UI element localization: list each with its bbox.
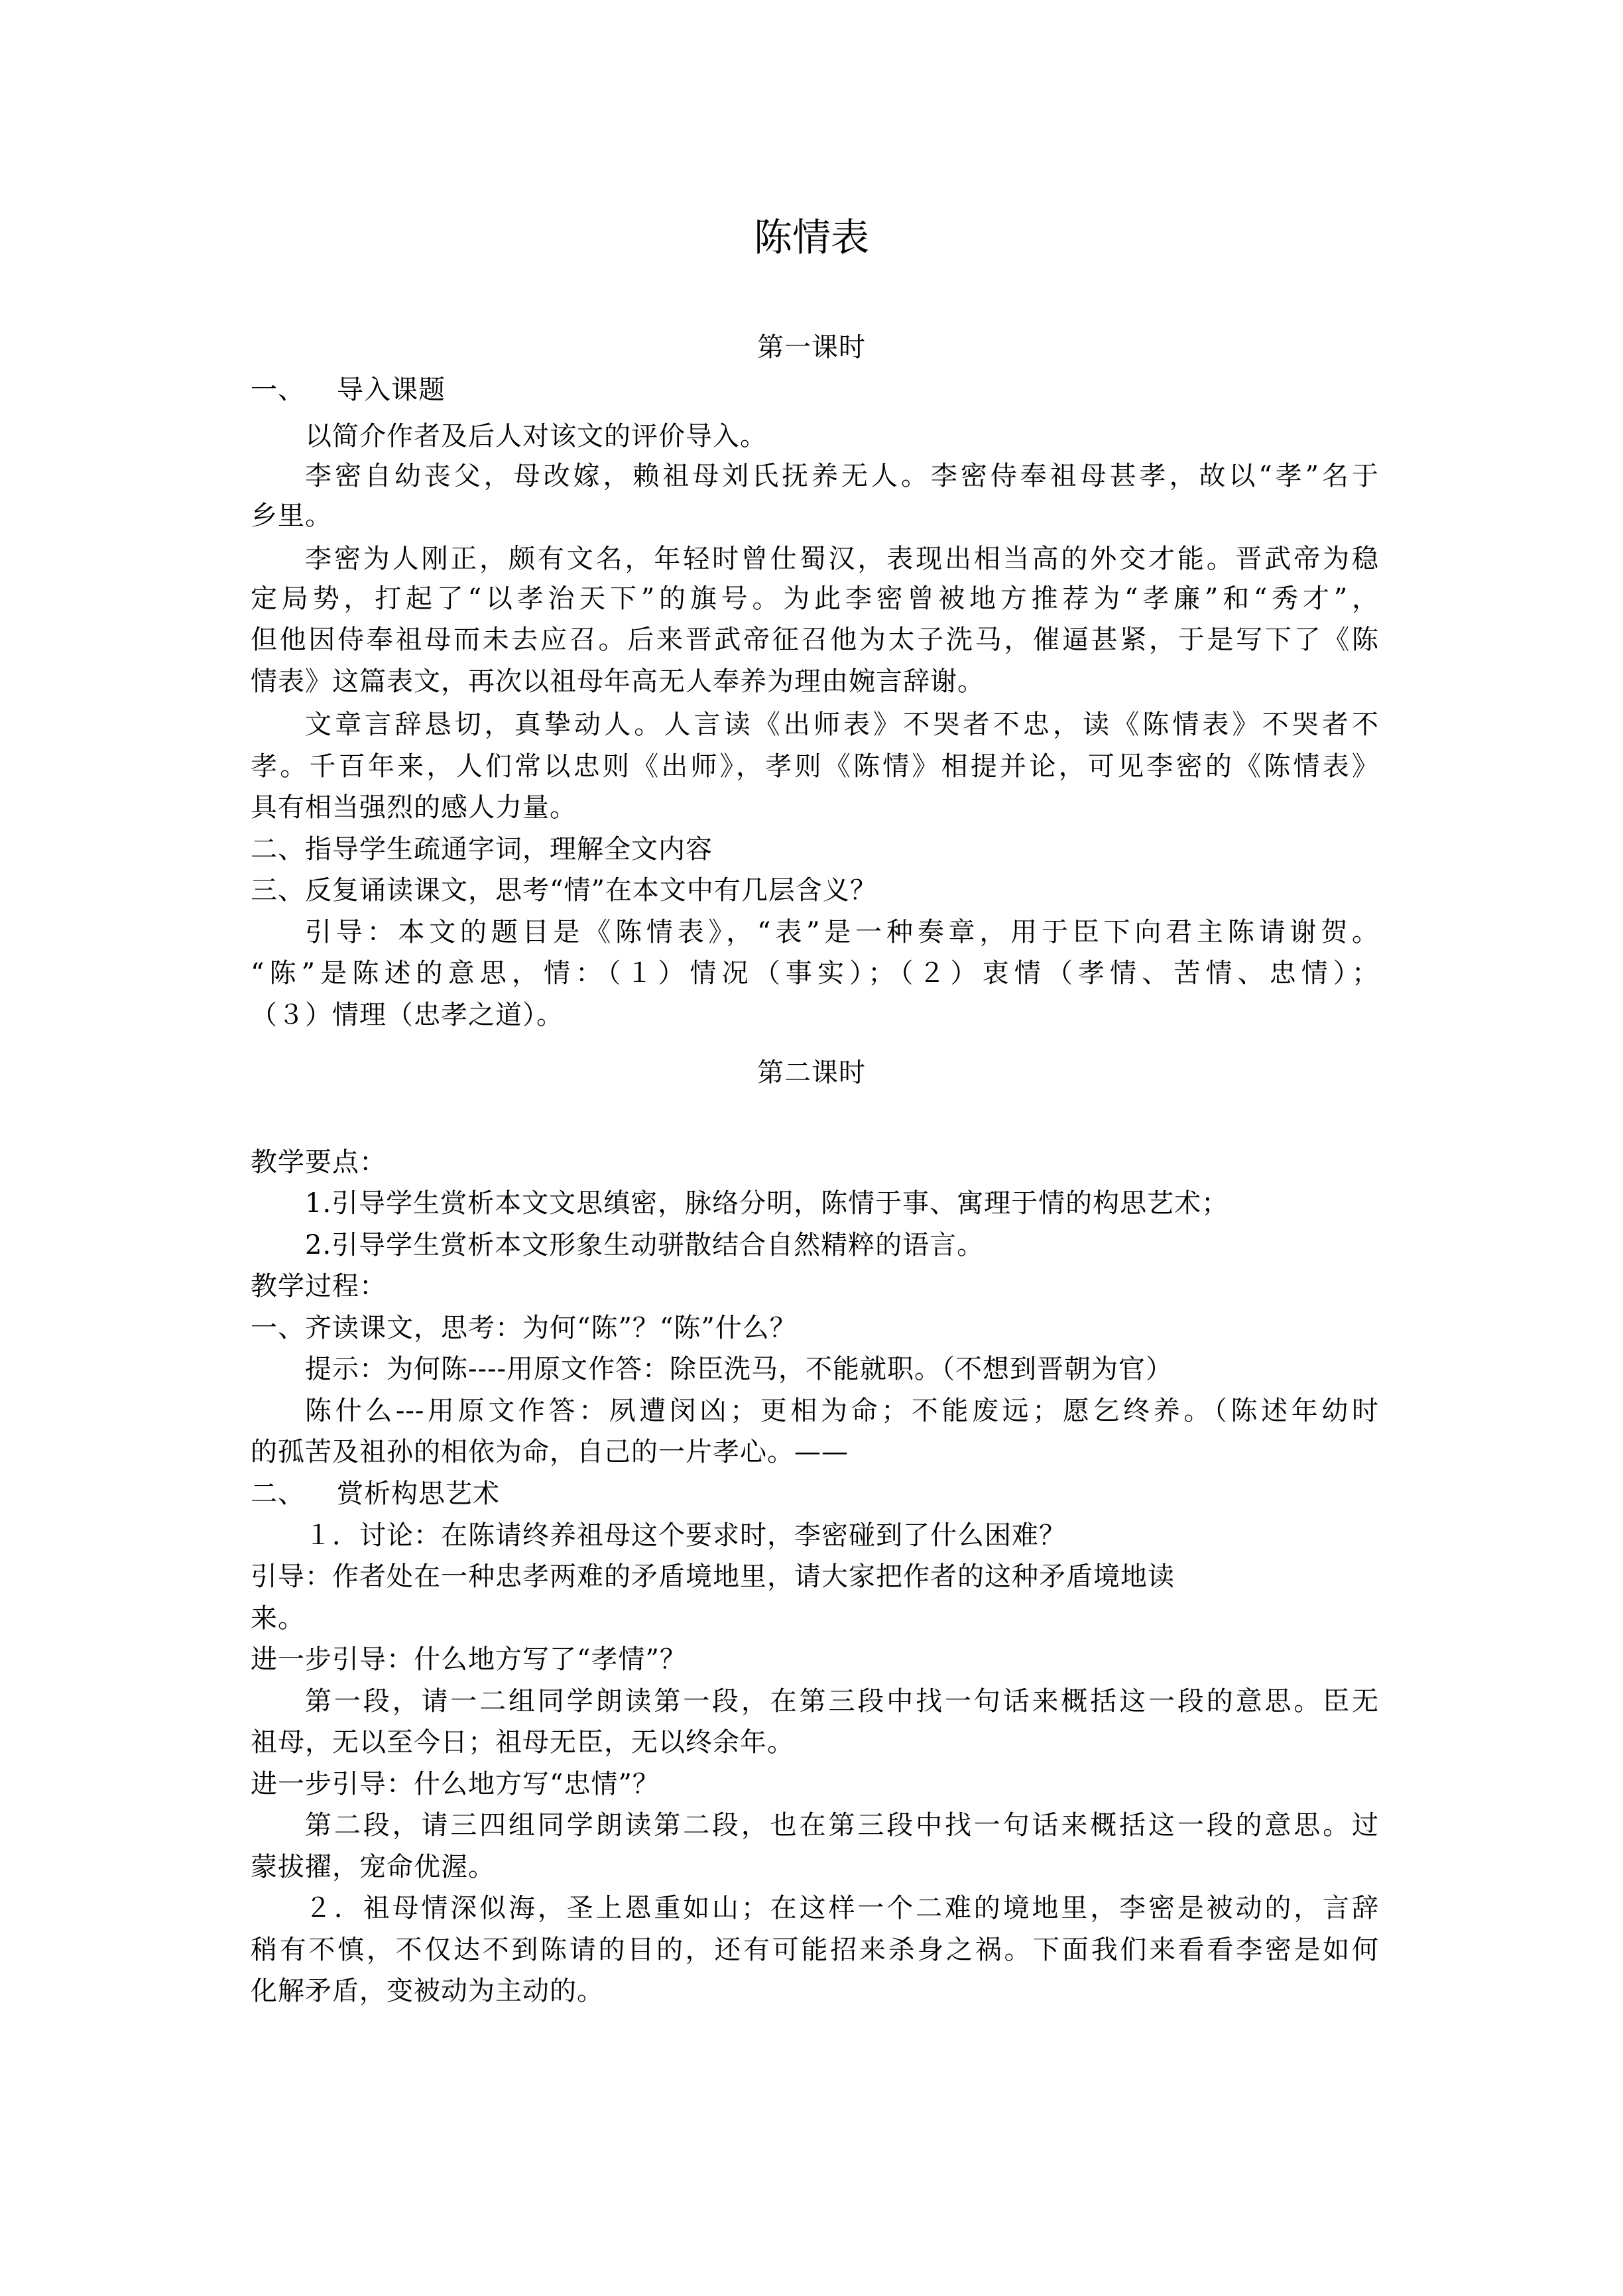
further-guide-2: 进一步引导：什么地方写“忠情”？ bbox=[251, 1769, 660, 1799]
guide-1-continued: 来。 bbox=[251, 1603, 305, 1634]
p1-line2: 乡里。 bbox=[251, 501, 332, 531]
hint-2-line2: 的孤苦及祖孙的相依为命，自己的一片孝心。—— bbox=[251, 1437, 849, 1467]
key-point-2: 2.引导学生赏析本文形象生动骈散结合自然精粹的语言。 bbox=[305, 1230, 985, 1260]
para2-line1: 第二段，请三四组同学朗读第二段，也在第三段中找一句话来概括这一段的意思。过 bbox=[305, 1810, 1379, 1841]
para1-line1: 第一段，请一二组同学朗读第一段，在第三段中找一句话来概括这一段的意思。臣无 bbox=[305, 1686, 1379, 1717]
section3-heading: 三、反复诵读课文，思考“情”在本文中有几层含义？ bbox=[251, 875, 877, 906]
document-title: 陈情表 bbox=[753, 215, 869, 260]
para1-line2: 祖母，无以至今日；祖母无臣，无以终余年。 bbox=[251, 1727, 794, 1758]
intro-paragraph: 以简介作者及后人对该文的评价导入。 bbox=[305, 421, 767, 452]
p3-line1: 文章言辞恳切，真挚动人。人言读《出师表》不哭者不忠，读《陈情表》不哭者不 bbox=[305, 709, 1379, 740]
p2-line3: 但他因侍奉祖母而未去应召。后来晋武帝征召他为太子洗马，催逼甚紧，于是写下了《陈 bbox=[251, 625, 1379, 655]
para2-line2: 蒙拔擢，宠命优渥。 bbox=[251, 1852, 495, 1882]
p2-line2: 定局势，打起了“以孝治天下”的旗号。为此李密曾被地方推荐为“孝廉”和“秀才”， bbox=[251, 583, 1379, 614]
lesson2-section2-number: 二、 bbox=[251, 1479, 305, 1509]
lesson1-heading: 第一课时 bbox=[757, 332, 866, 363]
section1-heading bbox=[251, 371, 446, 408]
hint-2-line1: 陈什么---用原文作答：夙遭闵凶；更相为命；不能废远；愿乞终养。（陈述年幼时 bbox=[305, 1396, 1379, 1426]
hint-1: 提示：为何陈----用原文作答：除臣洗马，不能就职。（不想到晋朝为官） bbox=[305, 1354, 1173, 1384]
p3-line2: 孝。千百年来，人们常以忠则《出师》，孝则《陈情》相提并论，可见李密的《陈情表》 bbox=[251, 751, 1379, 782]
p1-line1: 李密自幼丧父，母改嫁，赖祖母刘氏抚养无人。李密侍奉祖母甚孝，故以“孝”名于 bbox=[305, 461, 1379, 491]
discussion-2-line2: 稍有不慎，不仅达不到陈请的目的，还有可能招来杀身之祸。下面我们来看看李密是如何 bbox=[251, 1935, 1379, 1965]
key-points-label: 教学要点： bbox=[251, 1147, 387, 1178]
p3-line3: 具有相当强烈的感人力量。 bbox=[251, 792, 577, 823]
further-guide-1: 进一步引导：什么地方写了“孝情”？ bbox=[251, 1644, 687, 1675]
guide-1: 引导：作者处在一种忠孝两难的矛盾境地里，请大家把作者的这种矛盾境地读 bbox=[251, 1561, 1175, 1592]
lesson2-section2-title: 赏析构思艺术 bbox=[337, 1479, 500, 1509]
p2-line1: 李密为人刚正，颇有文名，年轻时曾仕蜀汉，表现出相当高的外交才能。晋武帝为稳 bbox=[305, 544, 1379, 574]
lesson2-section2-heading bbox=[251, 1475, 500, 1512]
section1-title: 导入课题 bbox=[337, 375, 446, 405]
p4-line3: （３）情理（忠孝之道）。 bbox=[251, 1000, 564, 1030]
p4-line2: “陈”是陈述的意思，情：（１）情况（事实）；（２）衷情（孝情、苦情、忠情）； bbox=[251, 958, 1379, 989]
key-point-1: 1.引导学生赏析本文文思缜密，脉络分明，陈情于事、寓理于情的构思艺术； bbox=[305, 1188, 1229, 1219]
lesson2-heading: 第二课时 bbox=[757, 1057, 866, 1088]
section1-number: 一、 bbox=[251, 375, 305, 405]
process-label: 教学过程： bbox=[251, 1271, 387, 1301]
question-1: 一、齐读课文，思考：为何“陈”？“陈”什么？ bbox=[251, 1313, 797, 1343]
discussion-2-line1: ２．祖母情深似海，圣上恩重如山；在这样一个二难的境地里，李密是被动的，言辞 bbox=[305, 1893, 1379, 1923]
discussion-1: １．讨论：在陈请终养祖母这个要求时，李密碰到了什么困难？ bbox=[305, 1520, 1066, 1551]
p4-line1: 引导：本文的题目是《陈情表》，“表”是一种奏章，用于臣下向君主陈请谢贺。 bbox=[305, 917, 1379, 947]
section2-heading: 二、指导学生疏通字词，理解全文内容 bbox=[251, 834, 713, 865]
p2-line4: 情表》这篇表文，再次以祖母年高无人奉养为理由婉言辞谢。 bbox=[251, 666, 985, 697]
discussion-2-line3: 化解矛盾，变被动为主动的。 bbox=[251, 1976, 604, 2006]
